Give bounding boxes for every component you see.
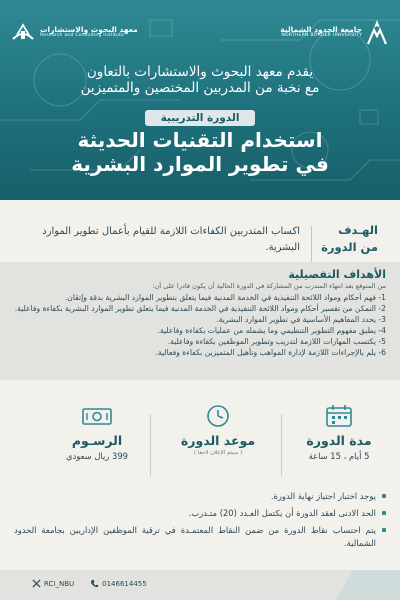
course-title-line-2: في تطوير الموارد البشرية — [71, 152, 329, 176]
course-notes — [14, 490, 386, 554]
university-name-ar: جامعة الحدود الشمالية — [280, 24, 362, 34]
intro-line-1: يقدم معهد البحوث والاستشارات بالتعاون — [86, 64, 314, 80]
institute-name-en: Research and Consulting Institute — [40, 32, 125, 38]
date-note: ( سيتم الإعلان لاحقا ) — [193, 450, 243, 457]
phone-contact[interactable] — [90, 579, 147, 588]
goal-label-line-2: من الدورة — [321, 239, 378, 254]
calendar-icon — [324, 404, 354, 428]
goal-text: اكساب المتدربين الكفاءات اللازمة للقيام بأعمال تطوير الموارد البشرية. — [42, 226, 300, 253]
fees-box — [54, 404, 140, 484]
duration-label: مدة الدورة — [306, 433, 372, 448]
goal-label-line-1: الهـدف — [338, 223, 378, 237]
fees-label: الرسـوم — [71, 433, 123, 448]
footer — [0, 570, 400, 600]
bullet-icon — [382, 494, 386, 498]
note-text: الحد الادنى لعقد الدورة أن يكتمل العـدد (20) متـدرب. — [188, 508, 376, 519]
objectives-intro: من المتوقع بعد انتهاء المتدرب من المشاركة في الدورة الحالية أن يكون قادرا على أن: — [152, 282, 386, 290]
duration-box — [296, 404, 382, 484]
objectives-list — [14, 292, 386, 358]
note-text: يتم احتساب نقاط الدورة من ضمن النقاط المعتمـدة في ترقية الموظفين الإداريين بجامعة الحدود الشمالية. — [14, 525, 376, 549]
date-label: موعد الدورة — [180, 433, 256, 448]
hero-banner — [0, 0, 400, 200]
list-item: 5- يكتسب المهارات اللازمة لتدريب وتطوير الموظفين بكفاءة وفاعلية. — [167, 337, 386, 346]
list-item: 1- فهم أحكام ومواد اللائحة التنفيذية في الخدمة المدنية فيما يتعلق بتطوير الموارد البشرية بدقة وإتقان. — [64, 293, 386, 302]
info-divider — [150, 414, 151, 476]
list-item: 6- يلم بالإجراءات اللازمة لإدارة المواهب وتأهيل المتميزين بكفاءة وفعالية. — [155, 348, 386, 357]
detailed-objectives — [0, 262, 400, 380]
university-emblem-icon — [366, 18, 388, 46]
duration-value: 5 أيام ، 15 ساعة — [308, 451, 370, 462]
intro-line-2: مع نخبة من المدربين المختصين والمتميزين — [80, 80, 320, 97]
list-item: 3- يحدد المفاهيم الأساسية في تطوير الموارد البشرية. — [216, 315, 386, 324]
institute-name-ar: معهد البحوث والاستشارات — [40, 24, 138, 34]
note-item — [14, 507, 386, 520]
objectives-heading: الأهداف التفصيلية — [288, 268, 386, 281]
course-info — [0, 404, 400, 484]
note-text: يوجد اختبار اجتياز نهاية الدورة. — [270, 491, 376, 501]
x-twitter-icon — [32, 579, 41, 588]
course-goal — [14, 218, 386, 258]
info-divider — [281, 414, 282, 476]
fees-value: 399 ريال سعودي — [65, 451, 128, 462]
social-handle: RCI_NBU — [44, 579, 75, 588]
university-logo — [248, 12, 388, 52]
intro-text — [20, 64, 380, 96]
goal-label — [318, 222, 378, 255]
footer-decoration — [310, 570, 400, 600]
course-badge: الدورة التدريبية — [145, 110, 256, 126]
institute-logo — [10, 12, 160, 52]
date-box — [175, 404, 261, 484]
note-item — [14, 490, 386, 503]
institute-emblem-icon — [10, 19, 36, 45]
course-title-line-1: استخدام التقنيات الحديثة — [77, 128, 323, 152]
list-item: 2- التمكن من تفسير أحكام ومواد اللائحة التنفيذية في الخدمة المدنية فيما يتعلق تطوير الموارد البشرية بكفاءة وفاعلية. — [14, 304, 386, 313]
clock-icon — [205, 404, 231, 428]
social-contact[interactable] — [32, 579, 74, 588]
list-item: 4- يطبق مفهوم التطوير التنظيمي وما يشمله من عمليات بكفاءة وفاعلية. — [157, 326, 386, 335]
phone-icon — [90, 579, 99, 588]
bullet-icon — [382, 511, 386, 515]
bullet-icon — [382, 528, 386, 532]
university-name-en: NORTHERN BORDER UNIVERSITY — [281, 32, 362, 38]
goal-divider — [311, 226, 312, 262]
course-title — [0, 128, 400, 176]
phone-number: 0146614455 — [102, 579, 147, 588]
cash-icon — [81, 404, 113, 428]
note-item — [14, 524, 386, 550]
footer-contacts — [32, 579, 147, 588]
